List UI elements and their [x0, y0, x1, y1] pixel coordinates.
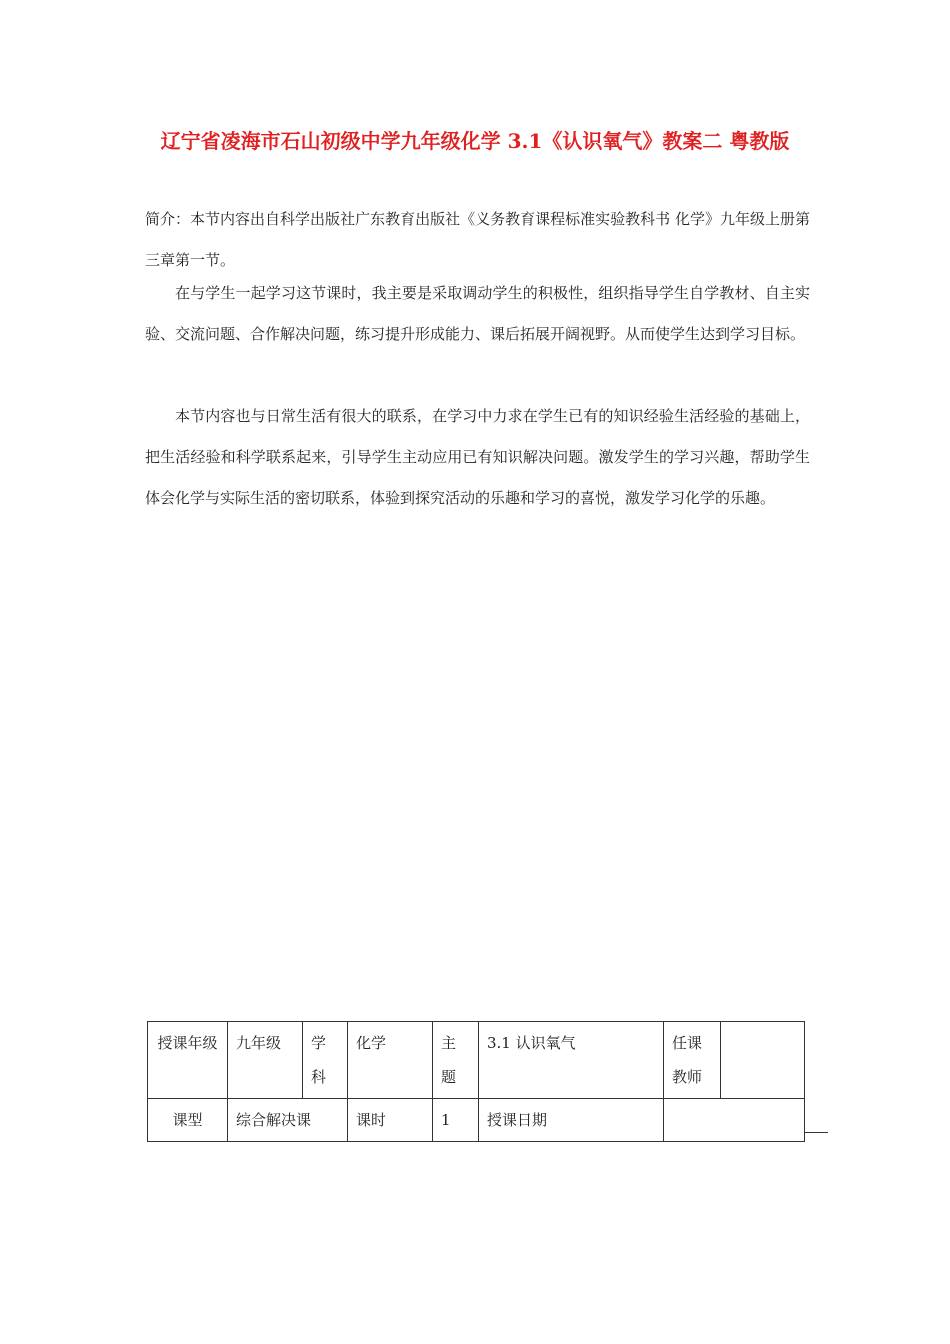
- table-edge-line: [804, 1132, 828, 1133]
- subject-value-cell: 化学: [348, 1022, 433, 1099]
- document-title: 辽宁省凌海市石山初级中学九年级化学 3.1《认识氧气》教案二 粤教版: [160, 129, 790, 153]
- period-label-cell: 课时: [348, 1099, 433, 1142]
- date-label-cell: 授课日期: [479, 1099, 664, 1142]
- grade-label-cell: 授课年级: [148, 1022, 228, 1099]
- date-value-cell: [664, 1099, 805, 1142]
- type-value-cell: 综合解决课: [228, 1099, 348, 1142]
- lesson-info-table: [147, 1021, 805, 1142]
- table-row: [148, 1022, 805, 1099]
- subject-label-cell: 学科: [303, 1022, 348, 1099]
- table-row: [148, 1099, 805, 1142]
- content-connection-paragraph: 本节内容也与日常生活有很大的联系，在学习中力求在学生已有的知识经验生活经验的基础上，把生活经验和科学联系起来，引导学生主动应用已有知识解决问题。激发学生的学习兴趣，帮助学生体会化学与实际生活的密切联系，体验到探究活动的乐趣和学习的喜悦，激发学习化学的乐趣。: [145, 407, 810, 507]
- type-label-cell: 课型: [148, 1099, 228, 1142]
- teacher-label-cell: 任课教师: [664, 1022, 721, 1099]
- teacher-value-cell: [721, 1022, 805, 1099]
- intro-paragraph: 简介：本节内容出自科学出版社广东教育出版社《义务教育课程标准实验教科书 化学》九年级上册第三章第一节。: [145, 210, 810, 269]
- topic-label-cell: 主题: [433, 1022, 479, 1099]
- grade-value-cell: 九年级: [228, 1022, 303, 1099]
- teaching-method-paragraph: 在与学生一起学习这节课时，我主要是采取调动学生的积极性，组织指导学生自学教材、自主实验、交流问题、合作解决问题，练习提升形成能力、课后拓展开阔视野。从而使学生达到学习目标。: [145, 284, 810, 343]
- topic-value-cell: 3.1 认识氧气: [479, 1022, 664, 1099]
- period-value-cell: 1: [433, 1099, 479, 1142]
